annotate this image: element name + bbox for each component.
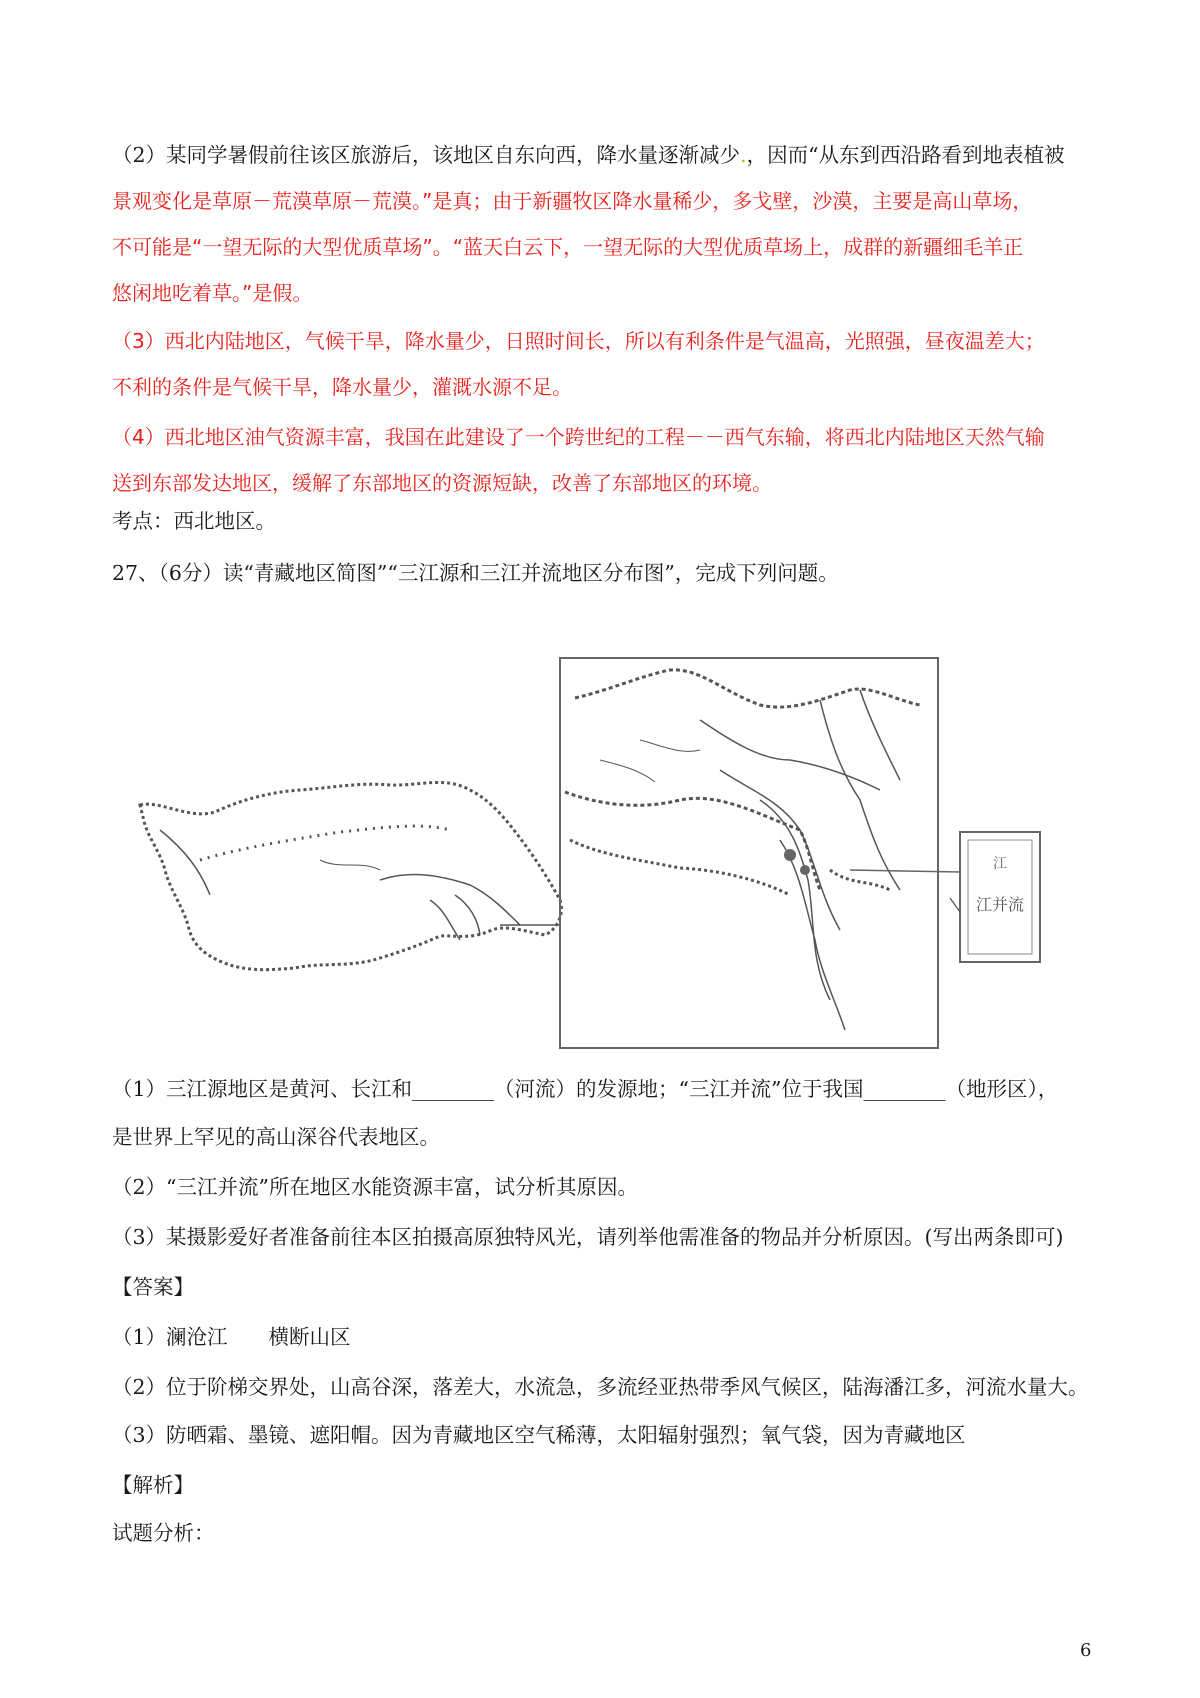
q27-3: （3）某摄影爱好者准备前往本区拍摄高原独特风光，请列举他需准备的物品并分析原因。(写出两条即可) bbox=[112, 1225, 1064, 1249]
q2-line-4: 悠闲地吃着草。”是假。 bbox=[112, 281, 313, 305]
callout-label-line2: 江并流 bbox=[975, 895, 1025, 914]
q27-2: （2）“三江并流”所在地区水能资源丰富，试分析其原因。 bbox=[112, 1175, 639, 1199]
q27-1-line-1: （1）三江源地区是黄河、长江和________（河流）的发源地；“三江并流”位于我国________（地形区）， bbox=[112, 1077, 1059, 1101]
callout-leader-line bbox=[850, 870, 960, 872]
q3-line-2: 不利的条件是气候干旱，降水量少，灌溉水源不足。 bbox=[112, 375, 572, 399]
q3-line-1: （3）西北内陆地区，气候干旱，降水量少，日照时间长，所以有利条件是气温高，光照强，昼夜温差大； bbox=[112, 329, 1045, 353]
qinghai-tibet-simple-map bbox=[140, 782, 561, 969]
answer-2: （2）位于阶梯交界处，山高谷深，落差大，水流急，多流经亚热带季风气候区，陆海潘江多，河流水量大。 bbox=[112, 1375, 1089, 1399]
q4-line-2: 送到东部发达地区，缓解了东部地区的资源短缺，改善了东部地区的环境。 bbox=[112, 471, 772, 495]
analysis-heading: 【解析】 bbox=[112, 1473, 194, 1497]
question-27-title: 27、（6分）读“青藏地区简图”“三江源和三江并流地区分布图”，完成下列问题。 bbox=[112, 561, 839, 585]
analysis-intro: 试题分析： bbox=[112, 1521, 215, 1545]
q4-line-1: （4）西北地区油气资源丰富，我国在此建设了一个跨世纪的工程－－西气东输，将西北内陆地区天然气输 bbox=[112, 425, 1045, 449]
answer-blank-2[interactable]: ________ bbox=[863, 1077, 946, 1101]
callout-label: 江 bbox=[993, 856, 1007, 872]
answer-blank-1[interactable]: ________ bbox=[412, 1077, 495, 1101]
answer-1: （1）澜沧江 横断山区 bbox=[112, 1325, 351, 1349]
callout-leader-line-2 bbox=[950, 898, 960, 912]
q2-line-2: 景观变化是草原－荒漠草原－荒漠。”是真；由于新疆牧区降水量稀少，多戈壁，沙漠，主要是高山草场， bbox=[112, 189, 1033, 213]
sanjiang-map-content bbox=[565, 670, 920, 1030]
answer-heading: 【答案】 bbox=[112, 1275, 194, 1299]
q2-line-1: （2）某同学暑假前往该区旅游后，该地区自东向西，降水量逐渐减少.，因而“从东到西沿路看到地表植被 bbox=[112, 143, 1065, 167]
q2-line-3: 不可能是“一望无际的大型优质草场”。“蓝天白云下，一望无际的大型优质草场上，成群的新疆细毛羊正 bbox=[112, 235, 1024, 259]
sanjiang-map-frame bbox=[560, 658, 938, 1048]
answer-3: （3）防晒霜、墨镜、遮阳帽。因为青藏地区空气稀薄，太阳辐射强烈；氧气袋，因为青藏地区 bbox=[112, 1423, 966, 1447]
kaodian-line: 考点：西北地区。 bbox=[112, 509, 276, 533]
page-number: 6 bbox=[1080, 1640, 1092, 1661]
q27-1-line-2: 是世界上罕见的高山深谷代表地区。 bbox=[112, 1125, 440, 1149]
